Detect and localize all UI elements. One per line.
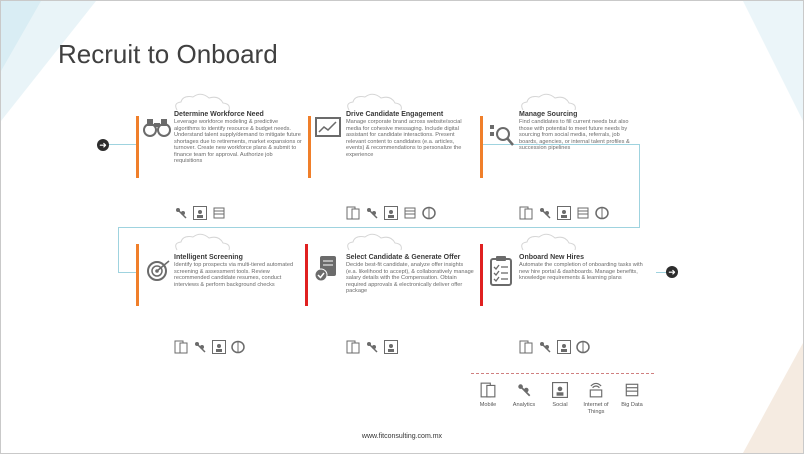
capability-icons — [174, 340, 245, 354]
connector-line — [118, 272, 138, 273]
legend-label-big-data: Big Data — [621, 402, 643, 408]
social-icon — [384, 340, 398, 354]
step-description: Find candidates to fill current needs but also those with potential to meet future needs by sourcing from social media, referrals, job boards, agencies, or internal talent profiles & succession pipelines — [519, 119, 630, 151]
step-accent-bar — [305, 244, 308, 306]
big-data-icon — [403, 206, 417, 220]
legend-label-analytics: Analytics — [512, 402, 536, 408]
step-title-manage-sourcing: Manage Sourcing — [519, 111, 578, 118]
connector-line — [109, 144, 137, 145]
analytics-icon — [365, 340, 379, 354]
corner-decoration-top-right — [743, 1, 803, 121]
social-icon — [384, 206, 398, 220]
mobile-icon — [174, 340, 188, 354]
mobile-icon — [346, 206, 360, 220]
cloud-icon — [173, 93, 233, 111]
analytics-icon — [365, 206, 379, 220]
step-accent-bar — [480, 116, 483, 178]
social-icon — [193, 206, 207, 220]
step-title-determine-workforce-need: Determine Workforce Need — [174, 111, 264, 118]
brain-icon — [576, 340, 590, 354]
connector-line — [118, 227, 119, 272]
start-arrow-icon: ➜ — [97, 139, 109, 151]
step-description: Manage corporate brand across website/social media for cohesive messaging. Include digital assistant for candidate interactions. Present relevant content to candidates (e.a. articles, events) & recommendations to personalize the experience — [346, 119, 462, 158]
legend-label-internet-of-things: Internet of Things — [583, 402, 609, 415]
step-accent-bar — [480, 244, 483, 306]
mobile-icon — [519, 206, 533, 220]
big-data-icon — [576, 206, 590, 220]
big-data-icon — [212, 206, 226, 220]
capability-icons — [519, 206, 609, 220]
analytics-icon — [516, 382, 532, 398]
cloud-icon — [173, 233, 233, 251]
big-data-icon — [624, 382, 640, 398]
cloud-icon — [345, 233, 405, 251]
brain-icon — [595, 206, 609, 220]
step-accent-bar — [136, 116, 139, 178]
step-title-intelligent-screening: Intelligent Screening — [174, 254, 243, 261]
offer-document-icon — [314, 255, 340, 283]
legend-label-mobile: Mobile — [479, 402, 497, 408]
connector-line — [639, 144, 640, 228]
connector-line — [118, 227, 640, 228]
step-description: Decide best-fit candidate, analyze offer insights (e.a. likelihood to accept), & collaboratively manage salary details with the Compensation. Obtain required approvals & electronically deliver offer package — [346, 262, 474, 294]
step-description: Leverage workforce modeling & predictive algorithms to identify resource & budget needs. Understand talent supply/demand to mitigate future shortages due to retirements, market expansions or turnover. Create new workforce plans & submit to finance team for approval. Authorize job requisitions — [174, 119, 302, 164]
chart-board-icon — [315, 117, 341, 137]
sourcing-search-icon — [489, 123, 515, 147]
cloud-icon — [519, 93, 579, 111]
binoculars-icon — [143, 117, 171, 137]
end-arrow-icon: ➜ — [666, 266, 678, 278]
social-icon — [212, 340, 226, 354]
social-icon — [557, 340, 571, 354]
social-icon — [557, 206, 571, 220]
cloud-icon — [519, 233, 579, 251]
analytics-icon — [174, 206, 188, 220]
step-description: Identify top prospects via multi-tiered automated screening & assessment tools. Review recommended candidate resumes, conduct interviews & perform background checks — [174, 262, 294, 288]
brain-icon — [231, 340, 245, 354]
step-accent-bar — [136, 244, 139, 306]
capability-icons — [346, 340, 398, 354]
capability-icons — [174, 206, 226, 220]
slide-title: Recruit to Onboard — [58, 39, 278, 69]
step-description: Automate the completion of onboarding tasks with new hire portal & dashboards. Manage benefits, knowledge requirements & learning plans — [519, 262, 643, 281]
mobile-icon — [519, 340, 533, 354]
social-icon — [552, 382, 568, 398]
analytics-icon — [538, 340, 552, 354]
capability-icons — [519, 340, 590, 354]
brain-icon — [422, 206, 436, 220]
clipboard-checklist-icon — [490, 256, 512, 286]
step-title-drive-candidate-engagement: Drive Candidate Engagement — [346, 111, 444, 118]
step-title-onboard-new-hires: Onboard New Hires — [519, 254, 584, 261]
analytics-icon — [538, 206, 552, 220]
legend-label-social: Social — [552, 402, 568, 408]
capability-icons — [346, 206, 436, 220]
analytics-icon — [193, 340, 207, 354]
capability-legend — [471, 373, 654, 429]
step-title-select-candidate-generate-offer: Select Candidate & Generate Offer — [346, 254, 461, 261]
mobile-icon — [346, 340, 360, 354]
step-accent-bar — [308, 116, 311, 178]
target-screening-icon — [145, 259, 171, 283]
footer-url: www.fitconsulting.com.mx — [361, 433, 443, 440]
mobile-icon — [480, 382, 496, 398]
cloud-icon — [345, 93, 405, 111]
iot-icon — [588, 382, 604, 398]
